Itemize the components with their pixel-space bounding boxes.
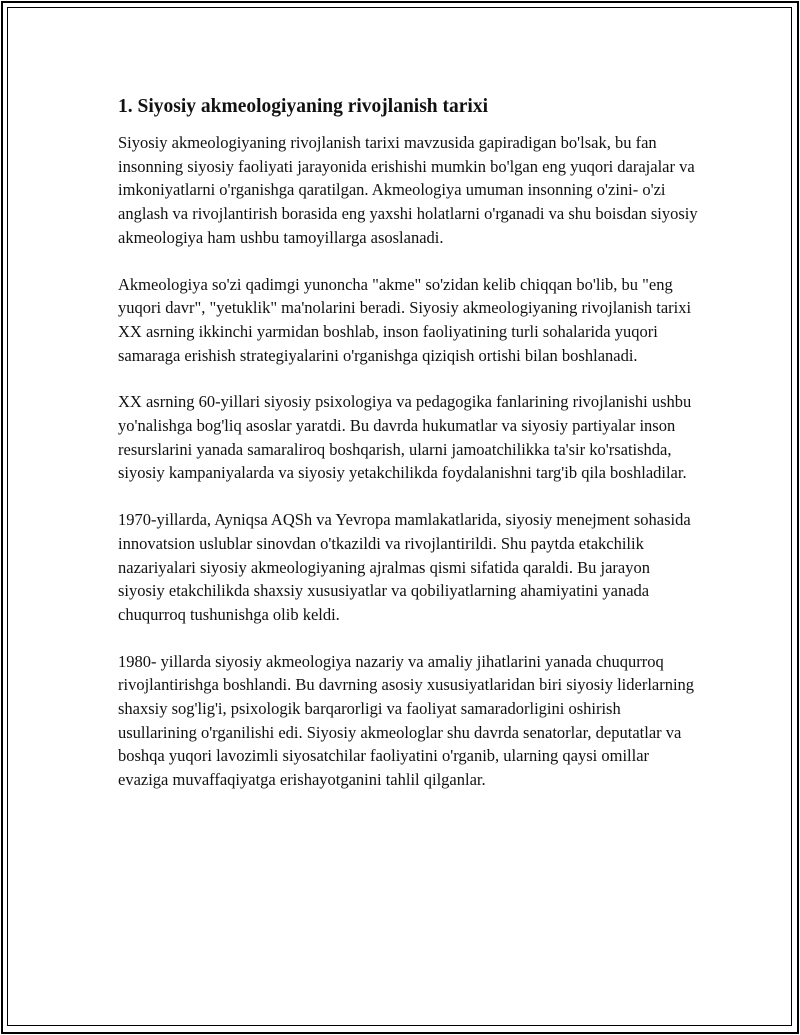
- paragraph-2: Akmeologiya so'zi qadimgi yunoncha "akme" so'zidan kelib chiqqan bo'lib, bu "eng yuqori davr", "yetuklik" ma'nolarini beradi. Siyosiy akmeologiyaning rivojlanish tarixi XX asrning ikkinchi yarmidan boshlab, inson faoliyatining turli sohalarida yuqori samaraga erishish strategiyalarini o'rganishga qiziqish ortishi bilan boshlanadi.: [118, 274, 692, 365]
- section-heading: 1. Siyosiy akmeologiyaning rivojlanish tarixi: [118, 96, 488, 117]
- paragraph-3: XX asrning 60-yillari siyosiy psixologiya va pedagogika fanlarining rivojlanishi ushbu yo'nalishga bog'liq asoslar yaratdi. Bu davrda hukumatlar va siyosiy partiyalar inson resurslarini yanada samaraliroq boshqarish, ularni jamoatchilikka ta'sir ko'rsatishda, siyosiy kampaniyalarda va siyosiy yetakchilikda foydalanishni targ'ib qila boshladilar.: [118, 392, 692, 483]
- paragraph-5: 1980- yillarda siyosiy akmeologiya nazariy va amaliy jihatlarini yanada chuqurroq rivojlantirishga boshlandi. Bu davrning asosiy xususiyatlaridan biri siyosiy liderlarning shaxsiy sog'lig'i, psixologik barqarorligi va faoliyat samaradorligini oshirish usullarining o'rganilishi edi. Siyosiy akmeologlar shu davrda senatorlar, deputatlar va boshqa yuqori lavozimli siyosatchilar faoliyatini o'rganib, ularning qaysi omillar evaziga muvaffaqiyatga erishayotganini tahlil qilganlar.: [118, 651, 695, 790]
- document-body: [118, 93, 698, 815]
- paragraph-4: 1970-yillarda, Ayniqsa AQSh va Yevropa mamlakatlarida, siyosiy menejment sohasida innovatsion uslublar sinovdan o'tkazildi va rivojlantirildi. Shu paytda etakchilik nazariyalari siyosiy akmeologiyaning ajralmas qismi sifatida qaraldi. Bu jarayon siyosiy etakchilikda shaxsiy xususiyatlar va qobiliyatlarning ahamiyatini yanada chuqurroq tushunishga olib keldi.: [118, 510, 691, 624]
- paragraph-1: Siyosiy akmeologiyaning rivojlanish tarixi mavzusida gapiradigan bo'lsak, bu fan insonning siyosiy faoliyati jarayonida erishishi mumkin bo'lgan eng yuqori darajalar va imkoniyatlarni o'rganishga qaratilgan. Akmeologiya umuman insonning o'zini- o'zi anglash va rivojlantirish borasida eng yaxshi holatlarni o'rganadi va shu boisdan siyosiy akmeologiya ham ushbu tamoyillarga asoslanadi.: [118, 133, 698, 247]
